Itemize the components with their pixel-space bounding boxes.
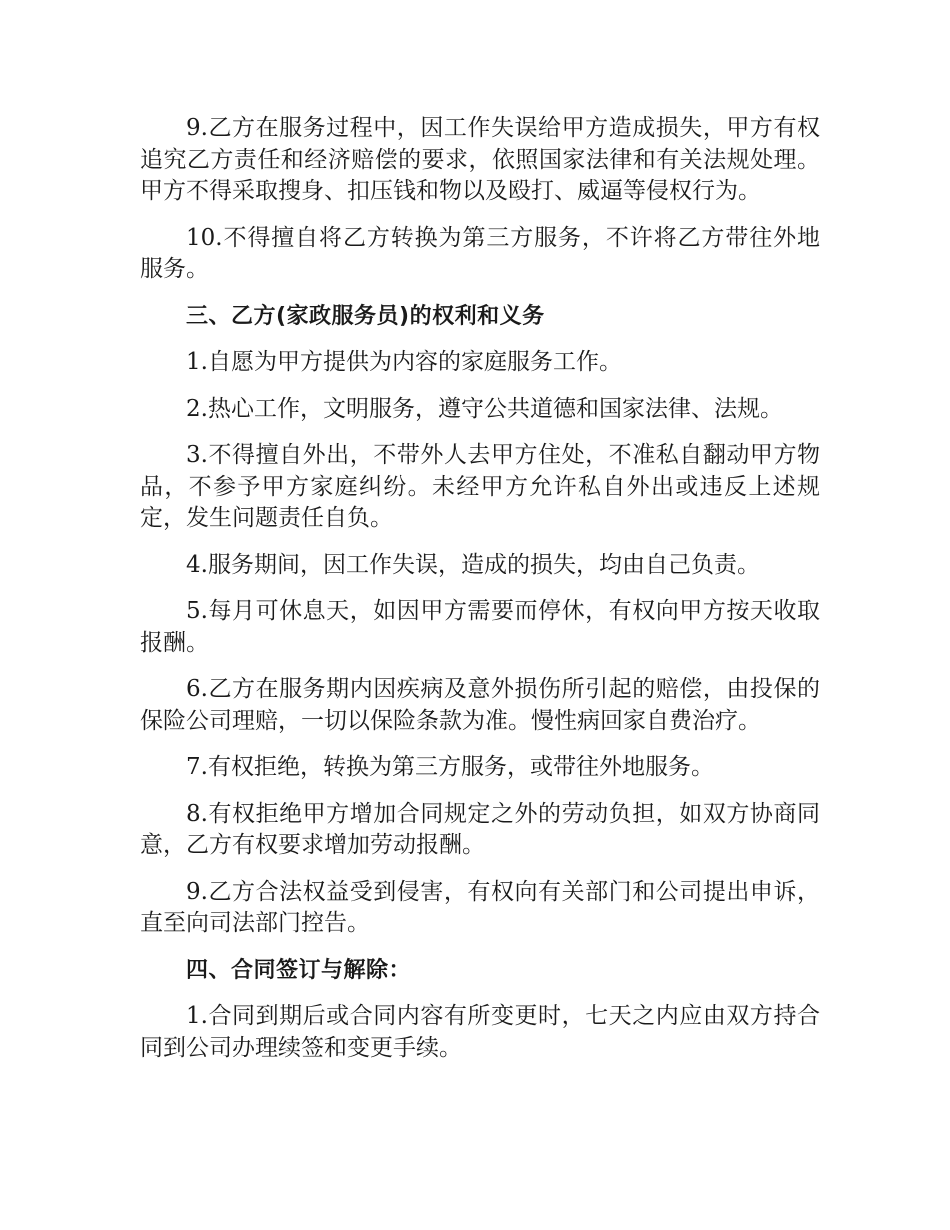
clause-3-4: 4.服务期间，因工作失误，造成的损失，均由自己负责。 — [186, 551, 760, 578]
clause-3-9: 9.乙方合法权益受到侵害，有权向有关部门和公司提出申诉，直至向司法部门控告。 — [140, 878, 820, 936]
clause-3-8: 8.有权拒绝甲方增加合同规定之外的劳动负担，如双方协商同意，乙方有权要求增加劳动报酬。 — [140, 800, 820, 858]
clause-4-1: 1.合同到期后或合同内容有所变更时，七天之内应由双方持合同到公司办理续签和变更手续。 — [140, 1003, 820, 1061]
clause-3-1: 1.自愿为甲方提供为内容的家庭服务工作。 — [186, 349, 622, 375]
clause-2-10: 10.不得擅自将乙方转换为第三方服务，不许将乙方带往外地服务。 — [140, 224, 820, 282]
section-heading-4: 四、合同签订与解除： — [186, 957, 412, 983]
clause-3-3: 3.不得擅自外出，不带外人去甲方住处，不准私自翻动甲方物品，不参予甲方家庭纠纷。未经甲方允许私自外出或违反上述规定，发生问题责任自负。 — [140, 442, 820, 531]
clause-3-2: 2.热心工作，文明服务，遵守公共道德和国家法律、法规。 — [186, 395, 783, 422]
section-heading-3: 三、乙方(家政服务员)的权利和义务 — [186, 303, 545, 329]
clause-3-7: 7.有权拒绝，转换为第三方服务，或带往外地服务。 — [186, 754, 714, 780]
clause-3-5: 5.每月可休息天，如因甲方需要而停休，有权向甲方按天收取报酬。 — [140, 598, 820, 656]
clause-2-9: 9.乙方在服务过程中，因工作失误给甲方造成损失，甲方有权追究乙方责任和经济赔偿的要求，依照国家法律和有关法规处理。甲方不得采取搜身、扣压钱和物以及殴打、威逼等侵权行为。 — [140, 115, 820, 204]
clause-3-6: 6.乙方在服务期内因疾病及意外损伤所引起的赔偿，由投保的保险公司理赔，一切以保险条款为准。慢性病回家自费治疗。 — [140, 676, 820, 734]
document-body — [140, 113, 820, 1079]
